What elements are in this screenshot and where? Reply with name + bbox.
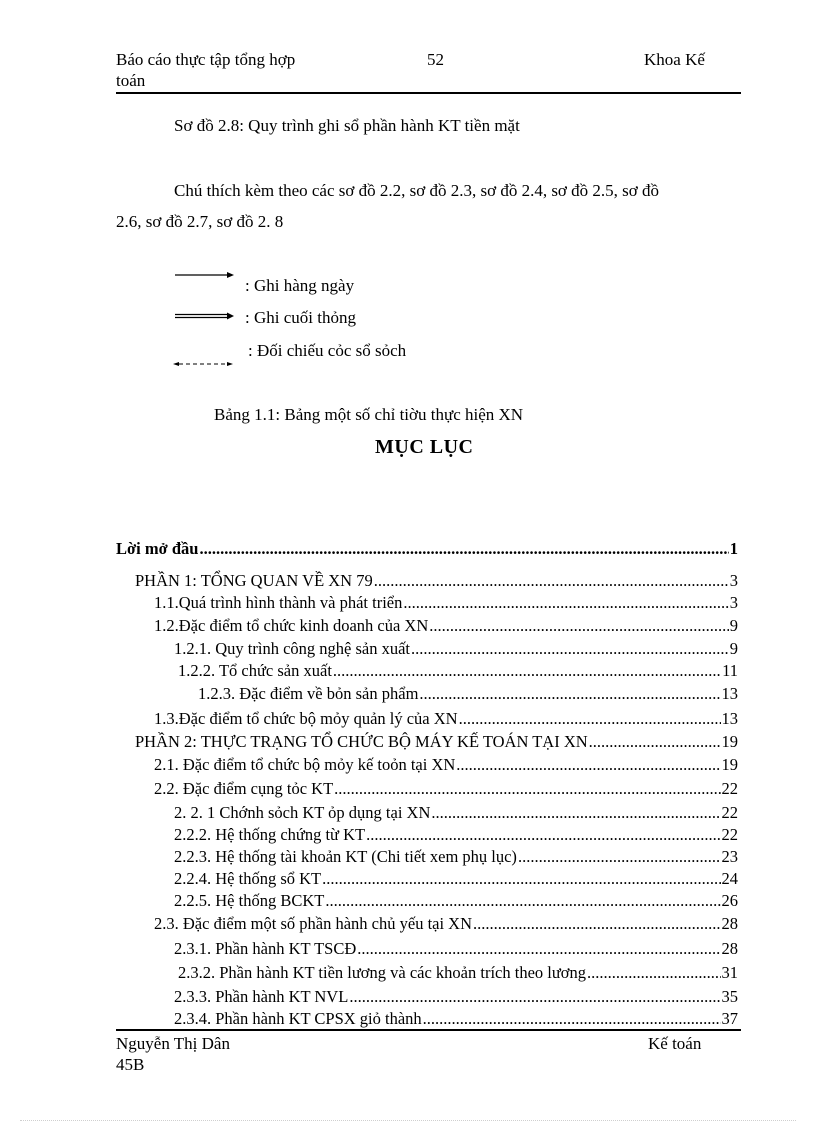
toc-entry-text: 2.2.4. Hệ thống sổ KT (174, 869, 322, 888)
toc-page: 19 (721, 755, 738, 774)
toc-entry-text: 2.1. Đặc điểm tổ chức bộ mỏy kế toỏn tại XN (154, 755, 456, 774)
toc-page: 37 (721, 1009, 738, 1028)
toc-entry[interactable] (154, 615, 738, 637)
toc-entry[interactable] (154, 778, 738, 800)
page-number: 52 (427, 50, 444, 69)
toc-page: 9 (729, 616, 738, 635)
page-bottom-divider (20, 1120, 796, 1121)
toc-page: 13 (721, 709, 738, 728)
toc-leader (473, 913, 720, 935)
header-rule (116, 92, 741, 94)
toc-entry-text: 2.3.4. Phần hành KT CPSX giỏ thành (174, 1009, 422, 1028)
toc-entry[interactable] (178, 660, 738, 682)
double-arrow-icon (175, 309, 235, 321)
toc-leader (431, 802, 720, 824)
toc-page: 3 (729, 593, 738, 612)
toc-entry-text: 2.2. Đặc điểm cụng tỏc KT (154, 779, 334, 798)
toc-page: 22 (721, 803, 738, 822)
toc-entry-text: 1.2.2. Tổ chức sản xuất (178, 661, 332, 680)
toc-leader (419, 683, 720, 705)
note-line-1: Chú thích kèm theo các sơ đồ 2.2, sơ đồ 2.3, sơ đồ 2.4, sơ đồ 2.5, sơ đồ (174, 181, 660, 200)
toc-page: 3 (729, 571, 738, 590)
toc-page: 35 (721, 987, 738, 1006)
toc-entry[interactable] (154, 708, 738, 730)
toc-entry-text: 1.2.3. Đặc điểm về bỏn sản phẩm (198, 684, 419, 703)
toc-entry[interactable] (174, 824, 738, 846)
toc-leader (349, 986, 720, 1008)
toc-entry[interactable] (174, 846, 738, 868)
toc-leader (334, 778, 720, 800)
toc-leader (518, 846, 721, 868)
toc-page: 1 (729, 539, 738, 558)
solid-arrow-icon (175, 268, 235, 280)
toc-entry[interactable] (174, 938, 738, 960)
toc-entry[interactable] (154, 592, 738, 614)
toc-entry-text: 2. 2. 1 Chớnh sỏch KT ỏp dụng tại XN (174, 803, 431, 822)
toc-entry[interactable] (174, 986, 738, 1008)
toc-entry-text: 2.2.2. Hệ thống chứng từ KT (174, 825, 366, 844)
toc-page: 19 (721, 732, 738, 751)
toc-title: MỤC LỤC (375, 436, 474, 458)
toc-entry-text: 2.3.1. Phần hành KT TSCĐ (174, 939, 357, 958)
toc-entry[interactable] (135, 570, 738, 592)
toc-leader (423, 1008, 721, 1030)
footer-class: 45B (116, 1055, 145, 1074)
toc-entry[interactable] (174, 802, 738, 824)
toc-entry-text: PHẦN 1: TỔNG QUAN VỀ XN 79 (135, 571, 373, 590)
toc-entry-text: PHẦN 2: THỰC TRẠNG TỔ CHỨC BỘ MÁY KẾ TOÁN TẠI XN (135, 732, 588, 751)
footer-author: Nguyễn Thị Dân (116, 1034, 230, 1053)
toc-page: 24 (721, 869, 738, 888)
toc-leader (357, 938, 720, 960)
toc-entry[interactable] (174, 890, 738, 912)
toc-entry-text: 1.2.Đặc điểm tổ chức kinh doanh của XN (154, 616, 429, 635)
toc-page: 26 (721, 891, 738, 910)
toc-leader (366, 824, 720, 846)
toc-page: 13 (721, 684, 738, 703)
toc-leader (589, 731, 721, 753)
toc-entry[interactable] (198, 683, 738, 705)
toc-entry[interactable] (154, 754, 738, 776)
dashed-double-arrow-icon (173, 357, 235, 369)
toc-leader (429, 615, 729, 637)
toc-page: 23 (721, 847, 738, 866)
footer-major: Kế toán (648, 1034, 702, 1053)
header-title: Báo cáo thực tập tổng hợp (116, 50, 296, 69)
toc-leader (456, 754, 720, 776)
toc-entry[interactable] (154, 913, 738, 935)
toc-entry[interactable] (178, 962, 738, 984)
header-title-continued: toán (116, 71, 146, 90)
toc-leader (325, 890, 720, 912)
toc-entry-text: 2.3. Đặc điểm một số phần hành chủ yếu tại XN (154, 914, 473, 933)
toc-page: 9 (729, 639, 738, 658)
toc-leader (403, 592, 728, 614)
toc-leader (199, 538, 728, 560)
toc-leader (333, 660, 721, 682)
toc-page: 22 (721, 779, 738, 798)
toc-entry[interactable] (135, 731, 738, 753)
toc-entry[interactable] (174, 868, 738, 890)
legend-monthly-label: : Ghi cuối thỏng (245, 308, 356, 327)
toc-entry[interactable] (174, 638, 738, 660)
toc-entry[interactable] (174, 1008, 738, 1030)
note-line-2: 2.6, sơ đồ 2.7, sơ đồ 2. 8 (116, 212, 284, 231)
toc-entry-text: 2.2.5. Hệ thống BCKT (174, 891, 325, 910)
toc-entry-text: 2.3.3. Phần hành KT NVL (174, 987, 349, 1006)
toc-leader (322, 868, 720, 890)
toc-entry-text: 1.3.Đặc điểm tổ chức bộ mỏy quản lý của XN (154, 709, 458, 728)
toc-entry[interactable] (116, 538, 738, 560)
toc-page: 28 (721, 914, 738, 933)
diagram-caption: Sơ đồ 2.8: Quy trình ghi sổ phần hành KT tiền mặt (174, 116, 520, 135)
toc-page: 22 (721, 825, 738, 844)
toc-page: 11 (722, 661, 738, 680)
toc-entry-text: 1.1.Quá trình hình thành và phát triển (154, 593, 403, 612)
toc-entry-text: 2.3.2. Phần hành KT tiền lương và các khoản trích theo lương (178, 963, 587, 982)
toc-entry-text: 2.2.3. Hệ thống tài khoản KT (Chi tiết xem phụ lục) (174, 847, 517, 866)
toc-entry-text: Lời mở đầu (116, 539, 199, 558)
toc-page: 28 (721, 939, 738, 958)
legend-reconcile-label: : Đối chiếu cỏc sổ sỏch (248, 341, 407, 360)
table-caption: Bảng 1.1: Bảng một số chỉ tiờu thực hiện XN (214, 405, 524, 424)
toc-leader (411, 638, 729, 660)
legend-daily-label: : Ghi hàng ngày (245, 276, 355, 295)
toc-entry-text: 1.2.1. Quy trình công nghệ sản xuất (174, 639, 411, 658)
toc-leader (459, 708, 721, 730)
toc-leader (587, 962, 720, 984)
header-department: Khoa Kế (644, 50, 705, 69)
toc-leader (374, 570, 729, 592)
footer-rule (116, 1029, 741, 1031)
toc-page: 31 (721, 963, 738, 982)
